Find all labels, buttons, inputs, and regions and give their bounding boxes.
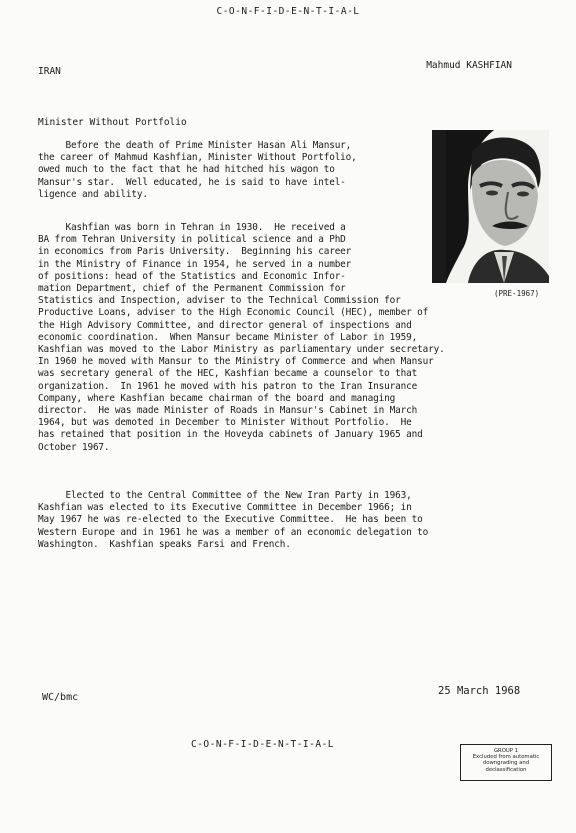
country-label: IRAN [38, 66, 61, 77]
document-date: 25 March 1968 [438, 685, 521, 697]
paragraph-career: Kashfian was born in Tehran in 1930. He received a BA from Tehran University in political science and a PhD in economics from Paris University. Beginning his career in the Ministry of Finance in 1954, he served in a number of positions: head of the Statistics and Economic Infor- mation Department, chief of the Permanent Commission for Statistics and Inspection, adviser to the Technical Commission for Productive Loans, adviser to the High Economic Council (HEC), member of the High Advisory Committee, and director general of inspections and economic coordination. When Mansur became Minister of Labor in 1959, Kashfian was moved to the Labor Ministry as parliamentary under secretary. In 1960 he moved with Mansur to the Ministry of Commerce and when Mansur was secretary general of the HEC, Kashfian became a counselor to that organization. In 1961 he moved with his patron to the Iran Insurance Company, where Kashfian became chairman of the board and managing director. He was made Minister of Roads in Mansur's Cabinet in March 1964, but was demoted in December to Minister Without Portfolio. He has retained that position in the Hoveyda cabinets of January 1965 and October 1967. [38, 222, 445, 453]
group-stamp-line4: declassification [485, 766, 527, 773]
group-stamp-line2: Excluded from automatic [472, 754, 540, 761]
subject-name: Mahmud KASHFIAN [426, 60, 512, 71]
portrait-photo [432, 130, 549, 283]
typist-initials: WC/bmc [42, 692, 79, 703]
classification-header: C-O-N-F-I-D-E-N-T-I-A-L [216, 6, 360, 17]
paragraph-party: Elected to the Central Committee of the New Iran Party in 1963, Kashfian was elected to its Executive Committee in December 1966; in May 1967 he was re-elected to the Executive Committee. He has been to Western Europe and in 1961 he was a member of an economic delegation to Washington. Kashfian speaks Farsi and French. [38, 490, 429, 550]
photo-caption: (PRE-1967) [494, 289, 540, 298]
group-stamp [460, 744, 552, 781]
classification-footer: C-O-N-F-I-D-E-N-T-I-A-L [190, 739, 335, 750]
paragraph-intro: Before the death of Prime Minister Hasan Ali Mansur, the career of Mahmud Kashfian, Minister Without Portfolio, owed much to the fact that he had hitched his wagon to Mansur's star. Well educated, he is said to have intel- ligence and ability. [38, 140, 357, 200]
group-stamp-line1: GROUP 1 [493, 748, 519, 754]
position-title: Minister Without Portfolio [38, 117, 187, 128]
group-stamp-line3: downgrading and [482, 760, 530, 767]
